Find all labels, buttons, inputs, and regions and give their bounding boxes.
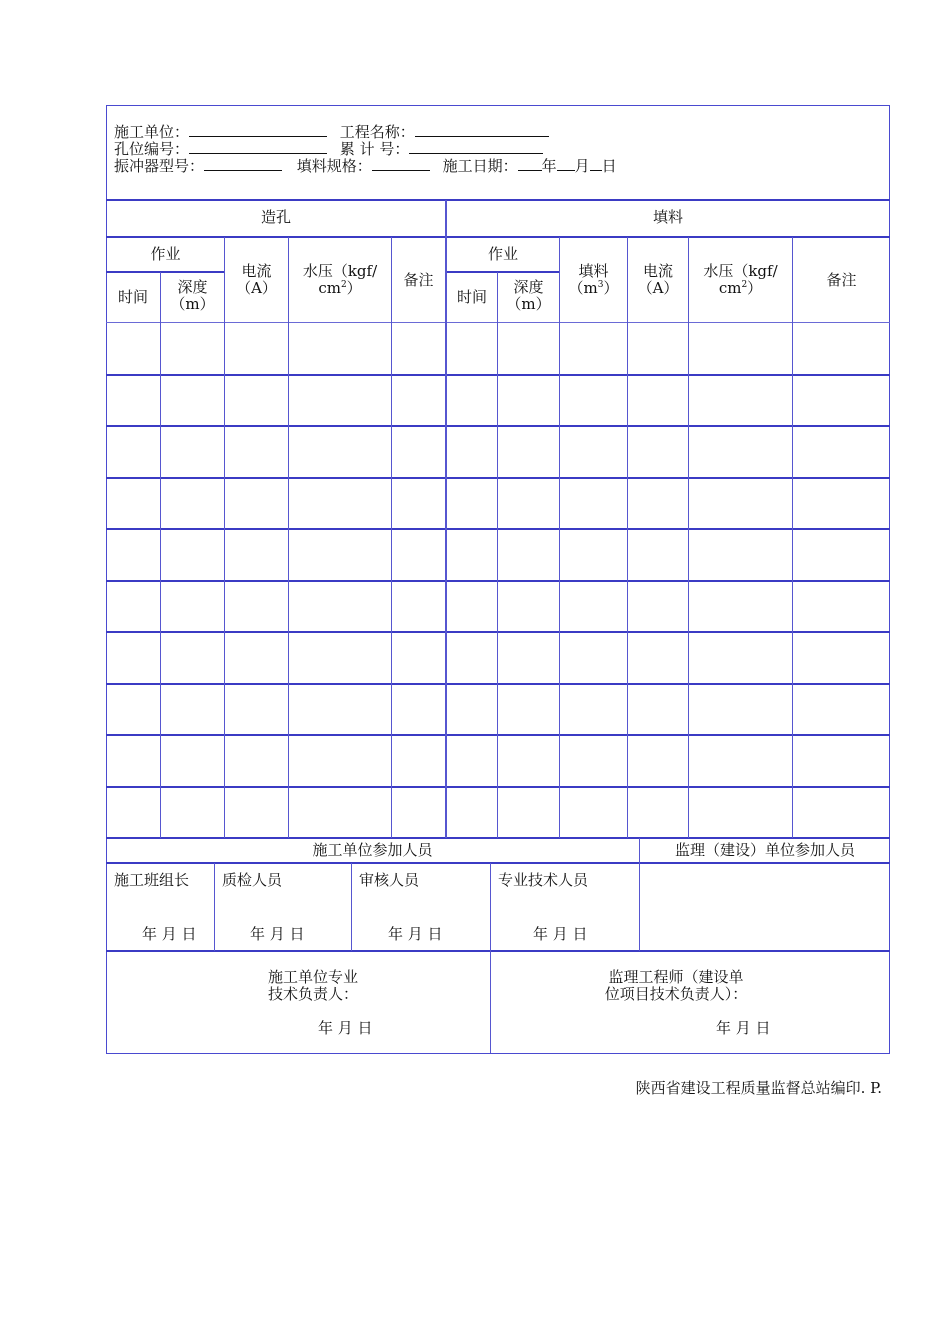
supervision-participants-title: 监理（建设）单位参加人员 (674, 841, 855, 859)
col-line-3 (288, 237, 289, 838)
vibrator-model-label: 振冲器型号： (114, 157, 205, 175)
col-line-7 (627, 237, 628, 838)
day-label: 日 (601, 157, 617, 175)
drill-water-pressure-header: 水压（kgf/ $cm^2$） (302, 262, 378, 297)
quality-inspector-date: 年 月 日 (250, 925, 305, 943)
fill-remarks-header: 备注 (826, 271, 857, 289)
supervision-engineer-date: 年 月 日 (716, 1019, 771, 1037)
supervision-engineer-label: 监理工程师（建设单 位项目技术负责人）： (604, 968, 748, 1003)
technical-staff-label: 专业技术人员 (498, 871, 589, 889)
cumulative-number-label: 累 计 号： (339, 140, 410, 158)
divider-signatures (106, 950, 890, 952)
hole-number-label: 孔位编号： (114, 140, 190, 158)
divider-operation-right (446, 271, 560, 273)
team-leader-date: 年 月 日 (142, 925, 197, 943)
fill-operation-header: 作业 (487, 245, 518, 263)
vibrator-model-field[interactable] (204, 157, 282, 171)
col-line-8 (688, 237, 689, 838)
construction-date-label: 施工日期： (442, 157, 518, 175)
fill-time-header: 时间 (456, 288, 487, 306)
drill-remarks-header: 备注 (403, 271, 434, 289)
header-line-3 (114, 157, 617, 175)
drill-operation-header: 作业 (150, 245, 181, 263)
divider-header (106, 199, 890, 201)
drill-depth-header: 深度 （m） (170, 278, 215, 313)
col-line-5 (497, 272, 498, 838)
col-line-2 (224, 237, 225, 838)
date-day-field[interactable] (590, 157, 602, 171)
cumulative-number-field[interactable] (409, 140, 543, 154)
construction-unit-label: 施工单位： (114, 123, 190, 141)
year-label: 年 (541, 157, 557, 175)
technical-staff-date: 年 月 日 (533, 925, 588, 943)
reviewer-label: 审核人员 (359, 871, 420, 889)
construction-tech-lead-label: 施工单位专业 技术负责人： (267, 968, 358, 1003)
fill-spec-label: 填料规格： (296, 157, 372, 175)
divider-operation-left (106, 271, 225, 273)
fill-spec-field[interactable] (372, 157, 430, 171)
col-line-6 (559, 237, 560, 838)
publisher-footer: 陕西省建设工程质量监督总站编印. P. (635, 1079, 882, 1097)
header-line-2 (114, 140, 543, 158)
date-month-field[interactable] (557, 157, 575, 171)
participants-col-1 (214, 863, 215, 951)
participants-col-3 (490, 863, 491, 951)
drill-current-header: 电流 （A） (236, 262, 277, 297)
section-drilling: 造孔 (260, 208, 291, 226)
col-line-1 (160, 272, 161, 838)
construction-unit-field[interactable] (189, 123, 327, 137)
fill-depth-header: 深度 （m） (506, 278, 551, 313)
project-name-field[interactable] (415, 123, 549, 137)
hole-number-field[interactable] (189, 140, 327, 154)
drill-time-header: 时间 (117, 288, 148, 306)
date-year-field[interactable] (518, 157, 542, 171)
participants-col-2 (351, 863, 352, 951)
construction-participants-title: 施工单位参加人员 (312, 841, 433, 859)
fill-current-header: 电流 （A） (637, 262, 679, 297)
month-label: 月 (574, 157, 590, 175)
col-line-4 (391, 237, 392, 838)
header-line-1 (114, 123, 549, 141)
team-leader-label: 施工班组长 (114, 871, 190, 889)
section-filling: 填料 (652, 208, 683, 226)
fill-water-pressure-header: 水压（kgf/ $cm^2$） (703, 262, 778, 297)
record-form (106, 105, 890, 1054)
col-line-9 (792, 237, 793, 838)
quality-inspector-label: 质检人员 (222, 871, 283, 889)
divider-participants-body (106, 862, 890, 864)
fill-amount-header: 填料 $(m^3)$ (568, 262, 619, 297)
construction-tech-lead-date: 年 月 日 (318, 1019, 373, 1037)
project-name-label: 工程名称： (339, 123, 415, 141)
reviewer-date: 年 月 日 (388, 925, 443, 943)
